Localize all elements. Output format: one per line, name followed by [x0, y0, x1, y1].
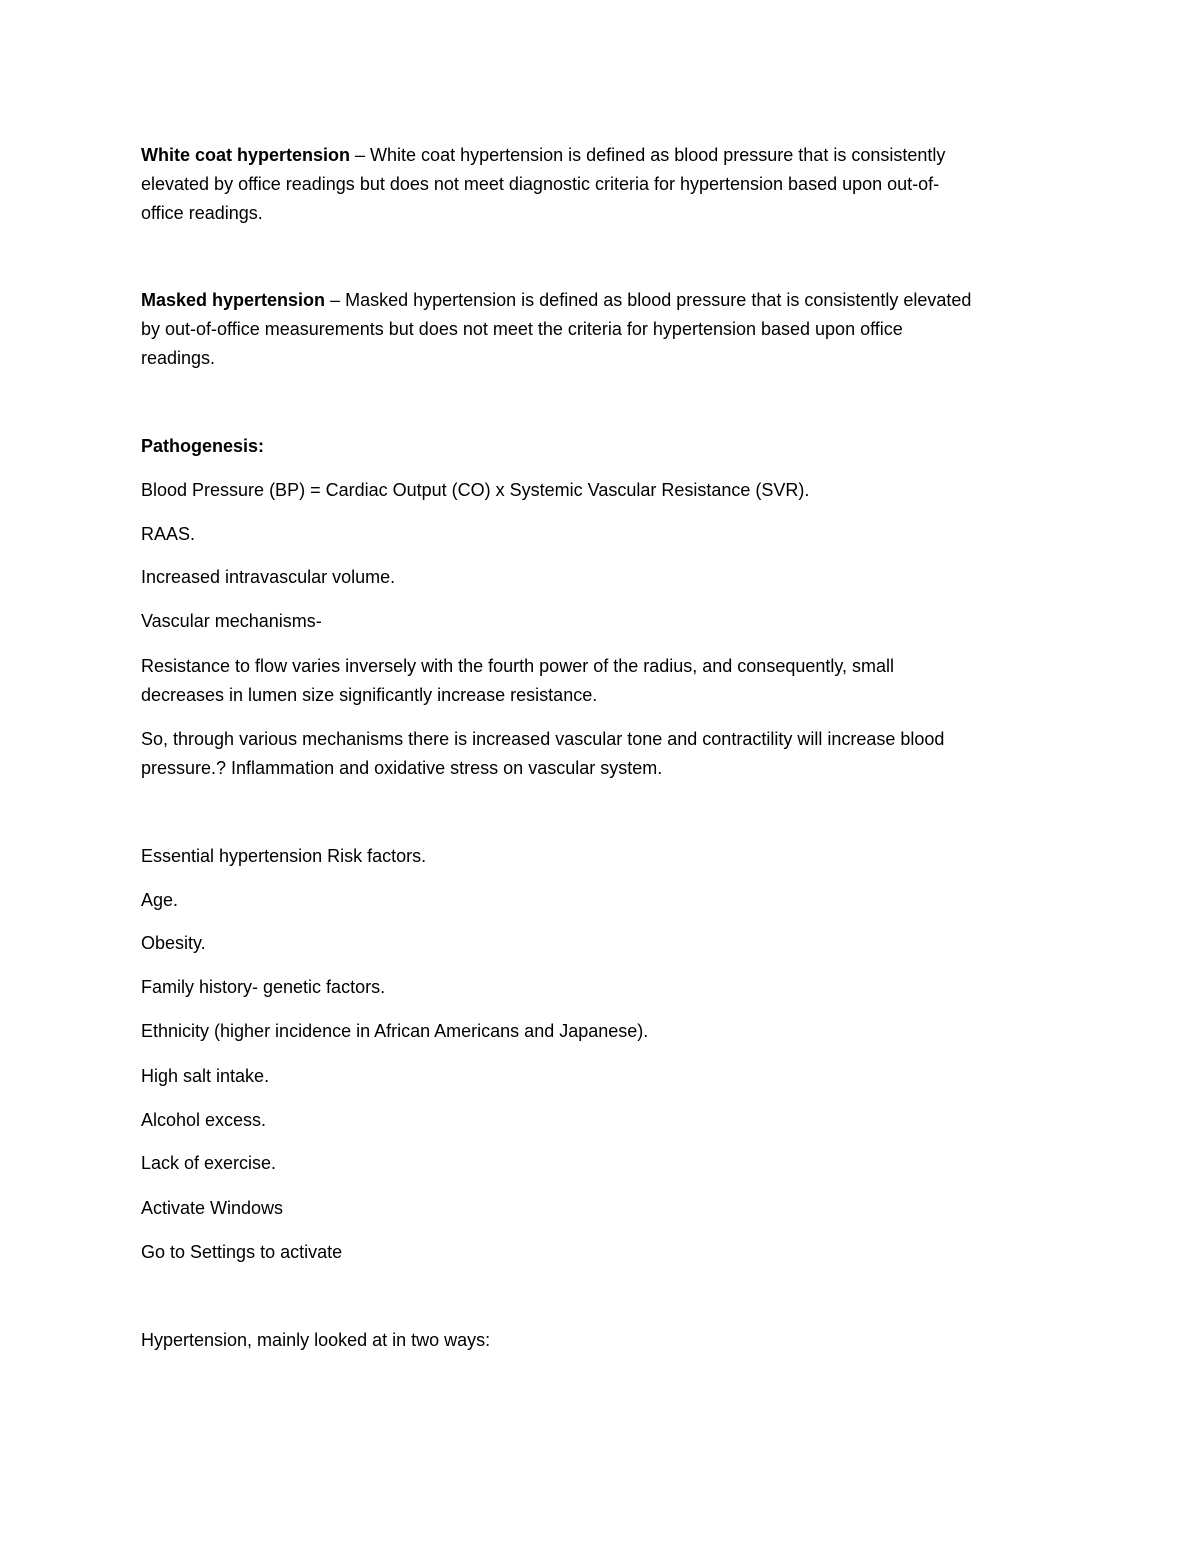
risk-factor-item: Family history- genetic factors. — [141, 977, 386, 997]
vascular-tone-line-2: pressure.? Inflammation and oxidative stress on vascular system. — [141, 758, 663, 778]
white-coat-line-2: elevated by office readings but does not meet diagnostic criteria for hypertension based upon out-of- — [141, 174, 940, 194]
go-to-settings-line: Go to Settings to activate — [141, 1242, 343, 1262]
activate-windows-line: Activate Windows — [141, 1198, 284, 1218]
risk-factors-heading: Essential hypertension Risk factors. — [141, 846, 427, 866]
risk-factor-item: Alcohol excess. — [141, 1110, 267, 1130]
risk-factor-item: Lack of exercise. — [141, 1153, 277, 1173]
masked-definition-start: – Masked hypertension is defined as blood pressure that is consistently elevated — [325, 290, 972, 310]
masked-term: Masked hypertension — [141, 290, 326, 310]
risk-factor-item: High salt intake. — [141, 1066, 270, 1086]
white-coat-definition-start: – White coat hypertension is defined as blood pressure that is consistently — [350, 145, 946, 165]
raas-line: RAAS. — [141, 524, 196, 544]
white-coat-line-1 — [141, 141, 945, 170]
risk-factor-item: Obesity. — [141, 933, 206, 953]
masked-line-3: readings. — [141, 348, 216, 368]
risk-factor-item: Ethnicity (higher incidence in African Americans and Japanese). — [141, 1021, 649, 1041]
pathogenesis-heading: Pathogenesis: — [141, 436, 265, 456]
intravascular-volume-line: Increased intravascular volume. — [141, 567, 396, 587]
vascular-tone-line-1: So, through various mechanisms there is increased vascular tone and contractility will increase blood — [141, 729, 945, 749]
bp-formula: Blood Pressure (BP) = Cardiac Output (CO) x Systemic Vascular Resistance (SVR). — [141, 480, 810, 500]
masked-line-2: by out-of-office measurements but does not meet the criteria for hypertension based upon office — [141, 319, 903, 339]
masked-line-1 — [141, 286, 971, 315]
closing-line: Hypertension, mainly looked at in two ways: — [141, 1330, 491, 1350]
white-coat-line-3: office readings. — [141, 203, 263, 223]
resistance-line-1: Resistance to flow varies inversely with the fourth power of the radius, and consequently, small — [141, 656, 895, 676]
vascular-mechanisms-line: Vascular mechanisms- — [141, 611, 322, 631]
resistance-line-2: decreases in lumen size significantly increase resistance. — [141, 685, 598, 705]
white-coat-term: White coat hypertension — [141, 145, 351, 165]
risk-factor-item: Age. — [141, 890, 179, 910]
